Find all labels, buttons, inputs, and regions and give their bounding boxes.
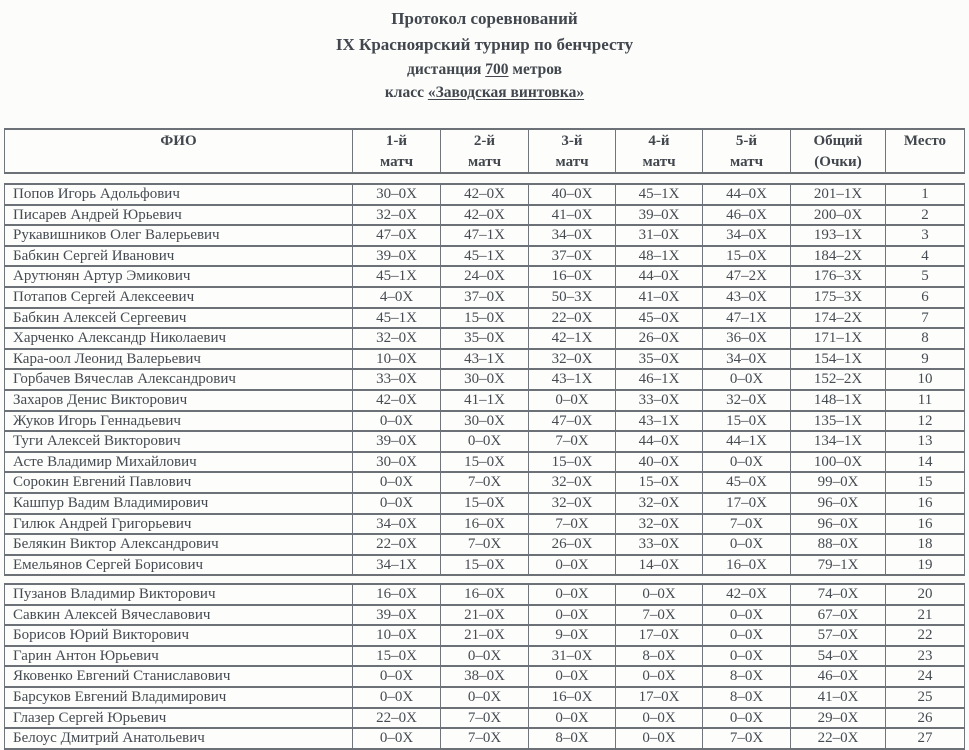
table-row <box>5 472 965 493</box>
fio-cell: Бабкин Сергей Иванович <box>5 246 353 267</box>
score-cell-1: 30–0X <box>353 184 441 205</box>
table-row <box>5 308 965 329</box>
place-cell: 27 <box>886 728 965 749</box>
header-line-1: 3-й <box>561 133 583 149</box>
score-cell-2: 0–0X <box>441 431 529 452</box>
score-cell-3: 32–0X <box>529 349 616 370</box>
score-cell-4: 7–0X <box>616 605 703 626</box>
fio-cell: Глазер Сергей Юрьевич <box>5 708 353 729</box>
place-cell: 6 <box>886 287 965 308</box>
score-cell-4: 8–0X <box>616 646 703 667</box>
score-cell-1: 39–0X <box>353 605 441 626</box>
score-cell-2: 37–0X <box>441 287 529 308</box>
score-cell-4: 32–0X <box>616 493 703 514</box>
column-header-match-1 <box>353 129 441 173</box>
fio-cell: Сорокин Евгений Павлович <box>5 472 353 493</box>
table-row <box>5 225 965 246</box>
fio-cell: Барсуков Евгений Владимирович <box>5 687 353 708</box>
score-cell-5: 0–0X <box>703 452 791 473</box>
table-row <box>5 625 965 646</box>
score-cell-3: 9–0X <box>529 625 616 646</box>
score-cell-5: 44–1X <box>703 431 791 452</box>
score-cell-2: 16–0X <box>441 584 529 605</box>
total-cell: 79–1X <box>791 555 886 576</box>
fio-cell: Пузанов Владимир Викторович <box>5 584 353 605</box>
score-cell-1: 10–0X <box>353 349 441 370</box>
table-row <box>5 205 965 226</box>
place-cell: 23 <box>886 646 965 667</box>
table-row <box>5 728 965 749</box>
fio-cell: Захаров Денис Викторович <box>5 390 353 411</box>
score-cell-2: 42–0X <box>441 184 529 205</box>
results-rows-2 <box>5 584 965 749</box>
total-cell: 57–0X <box>791 625 886 646</box>
total-cell: 96–0X <box>791 493 886 514</box>
place-cell: 21 <box>886 605 965 626</box>
score-cell-3: 32–0X <box>529 472 616 493</box>
fio-cell: Яковенко Евгений Станиславович <box>5 666 353 687</box>
score-cell-4: 32–0X <box>616 514 703 535</box>
place-cell: 10 <box>886 369 965 390</box>
header-line-2: (Очки) <box>814 154 862 170</box>
table-row <box>5 687 965 708</box>
score-cell-4: 43–1X <box>616 411 703 432</box>
score-cell-4: 46–1X <box>616 369 703 390</box>
score-cell-3: 0–0X <box>529 555 616 576</box>
column-header-fio <box>5 129 353 173</box>
score-cell-5: 0–0X <box>703 605 791 626</box>
header-line-2: матч <box>642 154 676 170</box>
score-cell-1: 0–0X <box>353 666 441 687</box>
distance-value: 700 <box>485 61 509 78</box>
fio-cell: Белоус Дмитрий Анатольевич <box>5 728 353 749</box>
score-cell-2: 35–0X <box>441 328 529 349</box>
class-line <box>0 81 969 104</box>
header-line-2: матч <box>729 154 764 170</box>
place-cell: 25 <box>886 687 965 708</box>
table-row <box>5 555 965 576</box>
tournament-name: IX Красноярский турнир по бенчресту <box>335 35 634 54</box>
score-cell-5: 15–0X <box>703 411 791 432</box>
total-cell: 54–0X <box>791 646 886 667</box>
score-cell-5: 7–0X <box>703 728 791 749</box>
score-cell-4: 0–0X <box>616 728 703 749</box>
score-cell-1: 47–0X <box>353 225 441 246</box>
score-cell-2: 47–1X <box>441 225 529 246</box>
header-line-1: Общий <box>813 133 863 149</box>
score-cell-3: 43–1X <box>529 369 616 390</box>
score-cell-3: 7–0X <box>529 514 616 535</box>
total-cell: 67–0X <box>791 605 886 626</box>
score-cell-1: 45–1X <box>353 308 441 329</box>
place-cell: 5 <box>886 266 965 287</box>
total-cell: 154–1X <box>791 349 886 370</box>
total-cell: 100–0X <box>791 452 886 473</box>
score-cell-5: 46–0X <box>703 205 791 226</box>
column-header-total <box>791 129 886 173</box>
score-cell-2: 16–0X <box>441 514 529 535</box>
results-table-header <box>4 128 965 174</box>
score-cell-2: 24–0X <box>441 266 529 287</box>
score-cell-5: 44–0X <box>703 184 791 205</box>
fio-cell: Борисов Юрий Викторович <box>5 625 353 646</box>
header-line-2: матч <box>379 154 414 170</box>
header-line-1: ФИО <box>160 133 197 149</box>
score-cell-5: 47–1X <box>703 308 791 329</box>
table-row <box>5 390 965 411</box>
score-cell-4: 44–0X <box>616 431 703 452</box>
header-line-1: 4-й <box>648 133 670 149</box>
score-cell-2: 7–0X <box>441 472 529 493</box>
score-cell-2: 41–1X <box>441 390 529 411</box>
score-cell-3: 42–1X <box>529 328 616 349</box>
score-cell-2: 0–0X <box>441 687 529 708</box>
score-cell-4: 17–0X <box>616 625 703 646</box>
score-cell-3: 0–0X <box>529 605 616 626</box>
table-row <box>5 184 965 205</box>
column-header-match-4 <box>616 129 703 173</box>
results-rows-1 <box>5 184 965 575</box>
score-cell-1: 16–0X <box>353 584 441 605</box>
score-cell-3: 50–3X <box>529 287 616 308</box>
table-row <box>5 431 965 452</box>
score-cell-2: 7–0X <box>441 728 529 749</box>
score-cell-5: 0–0X <box>703 534 791 555</box>
table-row <box>5 266 965 287</box>
total-cell: 29–0X <box>791 708 886 729</box>
header-line-1: 1-й <box>385 133 408 149</box>
score-cell-3: 32–0X <box>529 493 616 514</box>
table-row <box>5 287 965 308</box>
score-cell-3: 34–0X <box>529 225 616 246</box>
score-cell-5: 43–0X <box>703 287 791 308</box>
place-cell: 8 <box>886 328 965 349</box>
total-cell: 200–0X <box>791 205 886 226</box>
score-cell-4: 48–1X <box>616 246 703 267</box>
score-cell-3: 7–0X <box>529 431 616 452</box>
total-cell: 148–1X <box>791 390 886 411</box>
score-cell-5: 36–0X <box>703 328 791 349</box>
score-cell-5: 45–0X <box>703 472 791 493</box>
score-cell-1: 4–0X <box>353 287 441 308</box>
score-cell-2: 15–0X <box>441 555 529 576</box>
score-cell-4: 17–0X <box>616 687 703 708</box>
total-cell: 152–2X <box>791 369 886 390</box>
total-cell: 74–0X <box>791 584 886 605</box>
score-cell-1: 34–0X <box>353 514 441 535</box>
place-cell: 12 <box>886 411 965 432</box>
fio-cell: Туги Алексей Викторович <box>5 431 353 452</box>
fio-cell: Кара-оол Леонид Валерьевич <box>5 349 353 370</box>
score-cell-2: 43–1X <box>441 349 529 370</box>
score-cell-3: 41–0X <box>529 205 616 226</box>
score-cell-4: 40–0X <box>616 452 703 473</box>
score-cell-2: 21–0X <box>441 625 529 646</box>
score-cell-1: 42–0X <box>353 390 441 411</box>
score-cell-5: 34–0X <box>703 349 791 370</box>
score-cell-1: 0–0X <box>353 687 441 708</box>
fio-cell: Савкин Алексей Вячеславович <box>5 605 353 626</box>
total-cell: 88–0X <box>791 534 886 555</box>
place-cell: 3 <box>886 225 965 246</box>
score-cell-2: 30–0X <box>441 369 529 390</box>
score-cell-1: 0–0X <box>353 472 441 493</box>
score-cell-3: 26–0X <box>529 534 616 555</box>
score-cell-1: 32–0X <box>353 205 441 226</box>
score-cell-1: 15–0X <box>353 646 441 667</box>
total-cell: 193–1X <box>791 225 886 246</box>
table-row <box>5 369 965 390</box>
total-cell: 135–1X <box>791 411 886 432</box>
score-cell-3: 0–0X <box>529 390 616 411</box>
place-cell: 11 <box>886 390 965 411</box>
score-cell-5: 7–0X <box>703 514 791 535</box>
score-cell-2: 45–1X <box>441 246 529 267</box>
score-cell-4: 39–0X <box>616 205 703 226</box>
total-cell: 201–1X <box>791 184 886 205</box>
column-header-place <box>886 129 965 173</box>
score-cell-4: 41–0X <box>616 287 703 308</box>
score-cell-4: 26–0X <box>616 328 703 349</box>
fio-cell: Потапов Сергей Алексеевич <box>5 287 353 308</box>
document-title: Протокол соревнований <box>391 9 578 28</box>
fio-cell: Арутюнян Артур Эмикович <box>5 266 353 287</box>
score-cell-4: 0–0X <box>616 666 703 687</box>
score-cell-3: 16–0X <box>529 687 616 708</box>
table-row <box>5 514 965 535</box>
score-cell-1: 22–0X <box>353 708 441 729</box>
results-table-block-1 <box>4 183 965 576</box>
fio-cell: Харченко Александр Николаевич <box>5 328 353 349</box>
document-header <box>0 6 969 104</box>
column-header-match-2 <box>441 129 529 173</box>
fio-cell: Горбачев Вячеслав Александрович <box>5 369 353 390</box>
table-row <box>5 328 965 349</box>
score-cell-4: 0–0X <box>616 708 703 729</box>
score-cell-1: 30–0X <box>353 452 441 473</box>
total-cell: 96–0X <box>791 514 886 535</box>
class-label: класс <box>384 84 428 101</box>
place-cell: 4 <box>886 246 965 267</box>
place-cell: 19 <box>886 555 965 576</box>
total-cell: 41–0X <box>791 687 886 708</box>
score-cell-4: 31–0X <box>616 225 703 246</box>
table-row <box>5 452 965 473</box>
score-cell-5: 0–0X <box>703 369 791 390</box>
table-row <box>5 349 965 370</box>
total-cell: 22–0X <box>791 728 886 749</box>
score-cell-1: 45–1X <box>353 266 441 287</box>
header-line-2: матч <box>467 154 502 170</box>
score-cell-2: 7–0X <box>441 708 529 729</box>
table-row <box>5 646 965 667</box>
score-cell-4: 0–0X <box>616 584 703 605</box>
score-cell-5: 0–0X <box>703 646 791 667</box>
fio-cell: Белякин Виктор Александрович <box>5 534 353 555</box>
place-cell: 16 <box>886 514 965 535</box>
score-cell-2: 15–0X <box>441 493 529 514</box>
score-cell-1: 39–0X <box>353 246 441 267</box>
score-cell-2: 15–0X <box>441 308 529 329</box>
fio-cell: Рукавишников Олег Валерьевич <box>5 225 353 246</box>
fio-cell: Гарин Антон Юрьевич <box>5 646 353 667</box>
score-cell-1: 33–0X <box>353 369 441 390</box>
place-cell: 14 <box>886 452 965 473</box>
fio-cell: Попов Игорь Адольфович <box>5 184 353 205</box>
total-cell: 176–3X <box>791 266 886 287</box>
table-row <box>5 534 965 555</box>
score-cell-1: 39–0X <box>353 431 441 452</box>
total-cell: 46–0X <box>791 666 886 687</box>
score-cell-5: 47–2X <box>703 266 791 287</box>
fio-cell: Емельянов Сергей Борисович <box>5 555 353 576</box>
score-cell-5: 16–0X <box>703 555 791 576</box>
place-cell: 7 <box>886 308 965 329</box>
score-cell-3: 0–0X <box>529 584 616 605</box>
table-row <box>5 493 965 514</box>
fio-cell: Писарев Андрей Юрьевич <box>5 205 353 226</box>
score-cell-3: 31–0X <box>529 646 616 667</box>
score-cell-3: 0–0X <box>529 666 616 687</box>
score-cell-3: 37–0X <box>529 246 616 267</box>
place-cell: 15 <box>886 472 965 493</box>
total-cell: 171–1X <box>791 328 886 349</box>
fio-cell: Жуков Игорь Геннадьевич <box>5 411 353 432</box>
table-row <box>5 584 965 605</box>
score-cell-4: 45–1X <box>616 184 703 205</box>
score-cell-5: 15–0X <box>703 246 791 267</box>
score-cell-5: 42–0X <box>703 584 791 605</box>
header-row <box>5 129 965 173</box>
score-cell-2: 7–0X <box>441 534 529 555</box>
score-cell-1: 34–1X <box>353 555 441 576</box>
score-cell-1: 0–0X <box>353 493 441 514</box>
score-cell-2: 38–0X <box>441 666 529 687</box>
fio-cell: Гилюк Андрей Григорьевич <box>5 514 353 535</box>
fio-cell: Бабкин Алексей Сергеевич <box>5 308 353 329</box>
total-cell: 134–1X <box>791 431 886 452</box>
score-cell-5: 0–0X <box>703 708 791 729</box>
table-row <box>5 708 965 729</box>
place-cell: 24 <box>886 666 965 687</box>
place-cell: 1 <box>886 184 965 205</box>
total-cell: 99–0X <box>791 472 886 493</box>
table-row <box>5 605 965 626</box>
score-cell-4: 35–0X <box>616 349 703 370</box>
score-cell-3: 47–0X <box>529 411 616 432</box>
distance-label: дистанция <box>407 61 486 78</box>
fio-cell: Асте Владимир Михайлович <box>5 452 353 473</box>
score-cell-3: 40–0X <box>529 184 616 205</box>
score-cell-1: 0–0X <box>353 411 441 432</box>
place-cell: 26 <box>886 708 965 729</box>
class-value: «Заводская винтовка» <box>427 84 585 101</box>
place-cell: 22 <box>886 625 965 646</box>
score-cell-2: 42–0X <box>441 205 529 226</box>
header-line-1: 5-й <box>735 133 758 149</box>
column-header-match-5 <box>703 129 791 173</box>
score-cell-1: 22–0X <box>353 534 441 555</box>
table-row <box>5 666 965 687</box>
column-header-match-3 <box>529 129 616 173</box>
score-cell-2: 0–0X <box>441 646 529 667</box>
score-cell-3: 22–0X <box>529 308 616 329</box>
score-cell-2: 15–0X <box>441 452 529 473</box>
score-cell-5: 32–0X <box>703 390 791 411</box>
place-cell: 20 <box>886 584 965 605</box>
score-cell-4: 45–0X <box>616 308 703 329</box>
total-cell: 175–3X <box>791 287 886 308</box>
score-cell-2: 30–0X <box>441 411 529 432</box>
table-row <box>5 246 965 267</box>
score-cell-3: 15–0X <box>529 452 616 473</box>
distance-unit: метров <box>508 61 562 78</box>
distance-line <box>0 58 969 81</box>
total-cell: 184–2X <box>791 246 886 267</box>
score-cell-3: 16–0X <box>529 266 616 287</box>
place-cell: 9 <box>886 349 965 370</box>
score-cell-4: 14–0X <box>616 555 703 576</box>
table-row <box>5 411 965 432</box>
score-cell-1: 0–0X <box>353 728 441 749</box>
header-line-2: матч <box>555 154 589 170</box>
score-cell-5: 34–0X <box>703 225 791 246</box>
header-line-1: Место <box>903 133 947 149</box>
results-table-block-2 <box>4 583 965 750</box>
score-cell-5: 8–0X <box>703 687 791 708</box>
total-cell: 174–2X <box>791 308 886 329</box>
score-cell-4: 44–0X <box>616 266 703 287</box>
score-cell-3: 8–0X <box>529 728 616 749</box>
place-cell: 13 <box>886 431 965 452</box>
score-cell-4: 33–0X <box>616 534 703 555</box>
score-cell-2: 21–0X <box>441 605 529 626</box>
place-cell: 16 <box>886 493 965 514</box>
header-line-1: 2-й <box>473 133 496 149</box>
score-cell-5: 17–0X <box>703 493 791 514</box>
score-cell-4: 15–0X <box>616 472 703 493</box>
place-cell: 18 <box>886 534 965 555</box>
place-cell: 2 <box>886 205 965 226</box>
score-cell-4: 33–0X <box>616 390 703 411</box>
score-cell-3: 0–0X <box>529 708 616 729</box>
score-cell-1: 10–0X <box>353 625 441 646</box>
score-cell-1: 32–0X <box>353 328 441 349</box>
fio-cell: Кашпур Вадим Владимирович <box>5 493 353 514</box>
score-cell-5: 0–0X <box>703 625 791 646</box>
score-cell-5: 8–0X <box>703 666 791 687</box>
